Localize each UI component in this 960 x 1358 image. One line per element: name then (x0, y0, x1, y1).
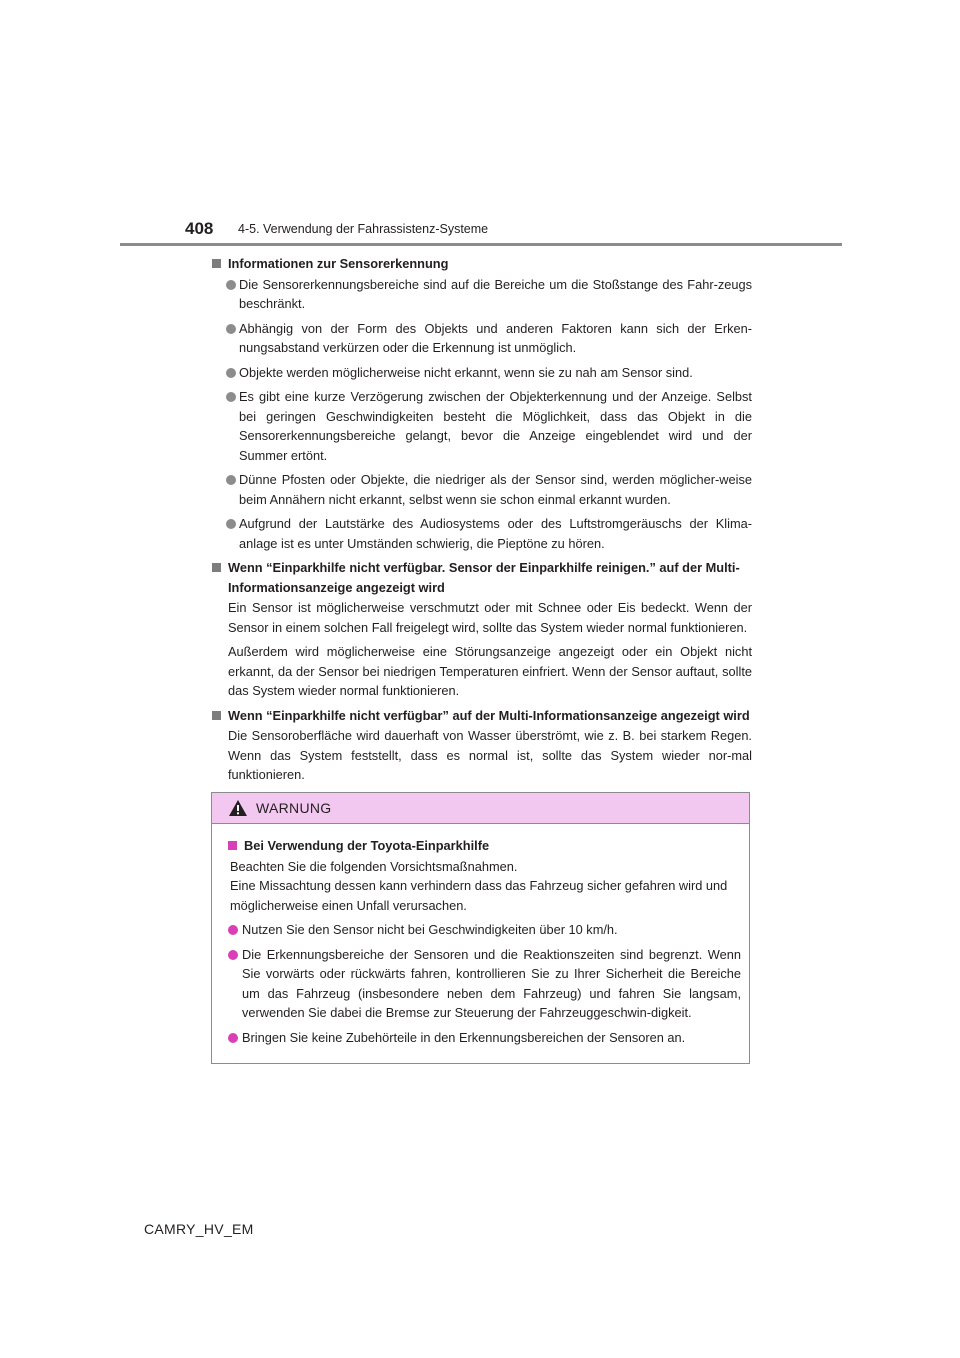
warning-header (212, 793, 749, 824)
list-item-text: Bringen Sie keine Zubehörteile in den Erkennungsbereichen der Sensoren an. (242, 1029, 686, 1045)
circle-bullet-icon (226, 475, 236, 485)
list-item (212, 275, 752, 314)
warning-body (212, 824, 749, 1047)
section-heading (212, 558, 752, 597)
section-heading (212, 706, 752, 726)
circle-bullet-icon (226, 280, 236, 290)
warning-triangle-icon (228, 799, 248, 817)
circle-bullet-icon (226, 324, 236, 334)
paragraph: Die Sensoroberfläche wird dauerhaft von Wasser überströmt, wie z. B. bei starkem Regen. Wenn das System feststellt, dass es normal ist, sollte das System wieder nor-mal funktionieren. (228, 728, 752, 782)
page-number: 408 (185, 219, 214, 238)
list-item-text: Es gibt eine kurze Verzögerung zwischen der Objekterkennung und der Anzeige. Selbst bei geringen Geschwindigkeiten besteht die Möglichkeit, dass das Objekt in die Sensorerkennungsbereiche gelangt, bevor die Anzeige eingeblendet wird und der Summer ertönt. (239, 389, 752, 463)
section-heading (212, 254, 752, 274)
warning-intro-line: Eine Missachtung dessen kann verhindern dass das Fahrzeug sicher gefahren wird und möglicherweise einen Unfall verursachen. (230, 878, 728, 913)
document-code: CAMRY_HV_EM (144, 1221, 254, 1237)
warning-heading-text: Bei Verwendung der Toyota-Einparkhilfe (244, 838, 490, 853)
list-item-text: Objekte werden möglicherweise nicht erkannt, wenn sie zu nah am Sensor sind. (239, 364, 693, 380)
paragraph: Ein Sensor ist möglicherweise verschmutzt oder mit Schnee oder Eis bedeckt. Wenn der Sensor in einem solchen Fall freigelegt wird, sollte das System wieder normal funktionieren. (228, 600, 752, 635)
list-item (212, 319, 752, 358)
circle-bullet-icon (228, 1033, 238, 1043)
chapter-title: 4-5. Verwendung der Fahrassistenz-Systeme (238, 222, 489, 236)
list-item (212, 387, 752, 465)
section-heading-text: Wenn “Einparkhilfe nicht verfügbar. Sensor der Einparkhilfe reinigen.” auf der Multi-Informationsanzeige angezeigt wird (228, 560, 740, 595)
circle-bullet-icon (228, 925, 238, 935)
list-item (212, 514, 752, 553)
list-item-text: Dünne Pfosten oder Objekte, die niedriger als der Sensor sind, werden möglicher-weise beim Annähern nicht erkannt, selbst wenn sie schon einmal erkannt wurden. (239, 472, 752, 507)
header-rule (120, 243, 842, 246)
warning-intro (228, 857, 741, 916)
warning-box (211, 792, 750, 1064)
circle-bullet-icon (228, 950, 238, 960)
warning-list-item (228, 920, 741, 940)
circle-bullet-icon (226, 519, 236, 529)
circle-bullet-icon (226, 368, 236, 378)
paragraph: Außerdem wird möglicherweise eine Störungsanzeige angezeigt oder ein Objekt nicht erkannt, da der Sensor bei niedrigen Temperaturen einfriert. Wenn der Sensor auftaut, sollte das System wieder normal funktionieren. (228, 644, 752, 698)
list-item (212, 363, 752, 383)
warning-intro-line: Beachten Sie die folgenden Vorsichtsmaßnahmen. (230, 858, 518, 874)
warning-title: WARNUNG (256, 800, 332, 816)
square-bullet-icon (228, 841, 237, 850)
square-bullet-icon (212, 563, 221, 572)
list-item-text: Nutzen Sie den Sensor nicht bei Geschwindigkeiten über 10 km/h. (242, 922, 618, 937)
list-item-text: Die Sensorerkennungsbereiche sind auf die Bereiche um die Stoßstange des Fahr-zeugs beschränkt. (239, 276, 752, 311)
section-heading-text: Wenn “Einparkhilfe nicht verfügbar” auf der Multi-Informationsanzeige angezeigt wird (228, 707, 750, 723)
warning-list-item (228, 945, 741, 1023)
circle-bullet-icon (226, 392, 236, 402)
square-bullet-icon (212, 259, 221, 268)
list-item-text: Aufgrund der Lautstärke des Audiosystems oder des Luftstromgeräuschs der Klima-anlage ist es unter Umständen schwierig, die Pieptöne zu hören. (239, 516, 752, 551)
main-content (212, 254, 752, 790)
list-item (212, 470, 752, 509)
square-bullet-icon (212, 711, 221, 720)
warning-heading (228, 836, 741, 856)
warning-list-item (228, 1028, 741, 1048)
list-item-text: Abhängig von der Form des Objekts und anderen Faktoren kann sich der Erken-nungsabstand verkürzen oder die Erkennung ist unmöglich. (239, 320, 752, 355)
section-heading-text: Informationen zur Sensorerkennung (228, 256, 449, 271)
list-item-text: Die Erkennungsbereiche der Sensoren und die Reaktionszeiten sind begrenzt. Wenn Sie vorwärts oder rückwärts fahren, kontrollieren Sie zu Ihrer Sicherheit die Bereiche um das Fahrzeug (insbesondere neben dem Fahrzeug) und fahren Sie langsam, verwenden Sie dabei die Bremse zur Steuerung der Fahrzeuggeschwin-digkeit. (242, 946, 741, 1020)
